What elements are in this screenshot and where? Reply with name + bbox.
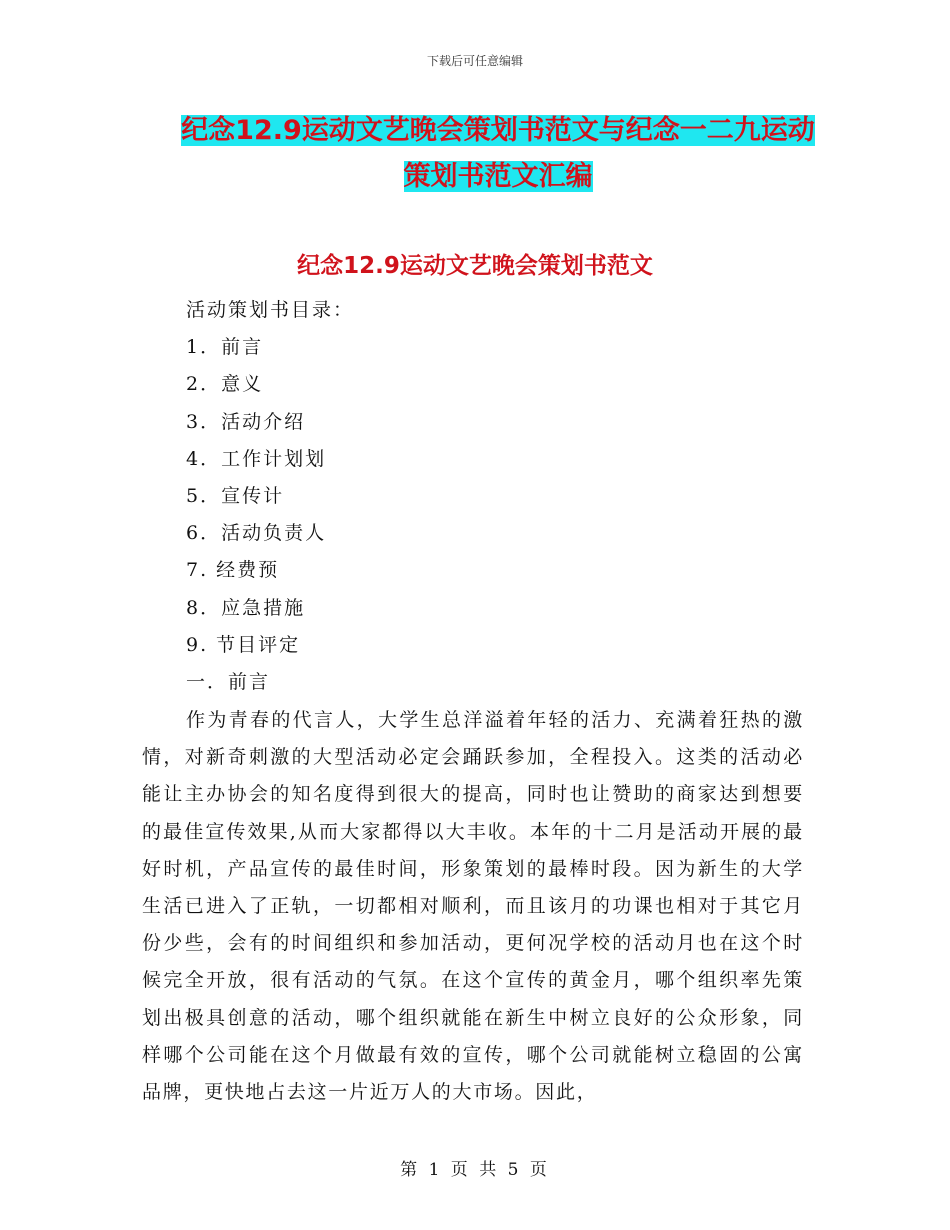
document-title-line-1: 纪念12.9运动文艺晚会策划书范文与纪念一二九运动 <box>181 115 815 146</box>
toc-item: 4．工作计划划 <box>186 447 327 470</box>
section-title: 纪念12.9运动文艺晚会策划书范文 <box>297 253 653 279</box>
preface-heading: 一．前言 <box>186 671 271 694</box>
toc-item: 2．意义 <box>186 373 264 396</box>
toc-item: 3．活动介绍 <box>186 410 306 433</box>
toc-item: 6．活动负责人 <box>186 522 327 545</box>
toc-item: 7. 经费预 <box>186 559 280 582</box>
toc-item: 8．应急措施 <box>186 596 306 619</box>
preface-paragraph: 作为青春的代言人，大学生总洋溢着年轻的活力、充满着狂热的激情，对新奇刺激的大型活动必定会踊跃参加，全程投入。这类的活动必能让主办协会的知名度得到很大的提高，同时也让赞助的商家达到想要的最佳宣传效果,从而大家都得以大丰收。本年的十二月是活动开展的最好时机，产品宣传的最佳时间，形象策划的最棒时段。因为新生的大学生活已进入了正轨，一切都相对顺利，而且该月的功课也相对于其它月份少些，会有的时间组织和参加活动，更何况学校的活动月也在这个时候完全开放，很有活动的气氛。在这个宣传的黄金月，哪个组织率先策划出极具创意的活动，哪个组织就能在新生中树立良好的公众形象，同样哪个公司能在这个月做最有效的宣传，哪个公司就能树立稳固的公寓品牌，更快地占去这一片近万人的大市场。因此， <box>142 709 804 1104</box>
toc-item: 5．宣传计 <box>186 485 285 508</box>
table-of-contents <box>186 292 354 701</box>
toc-item: 1．前言 <box>186 336 264 359</box>
page-footer: 第 1 页 共 5 页 <box>400 1160 550 1180</box>
toc-item: 9. 节目评定 <box>186 633 301 656</box>
document-title-line-2: 策划书范文汇编 <box>403 161 593 192</box>
document-title <box>140 108 856 200</box>
page-header-note: 下载后可任意编辑 <box>426 54 523 68</box>
toc-heading: 活动策划书目录： <box>186 299 355 321</box>
